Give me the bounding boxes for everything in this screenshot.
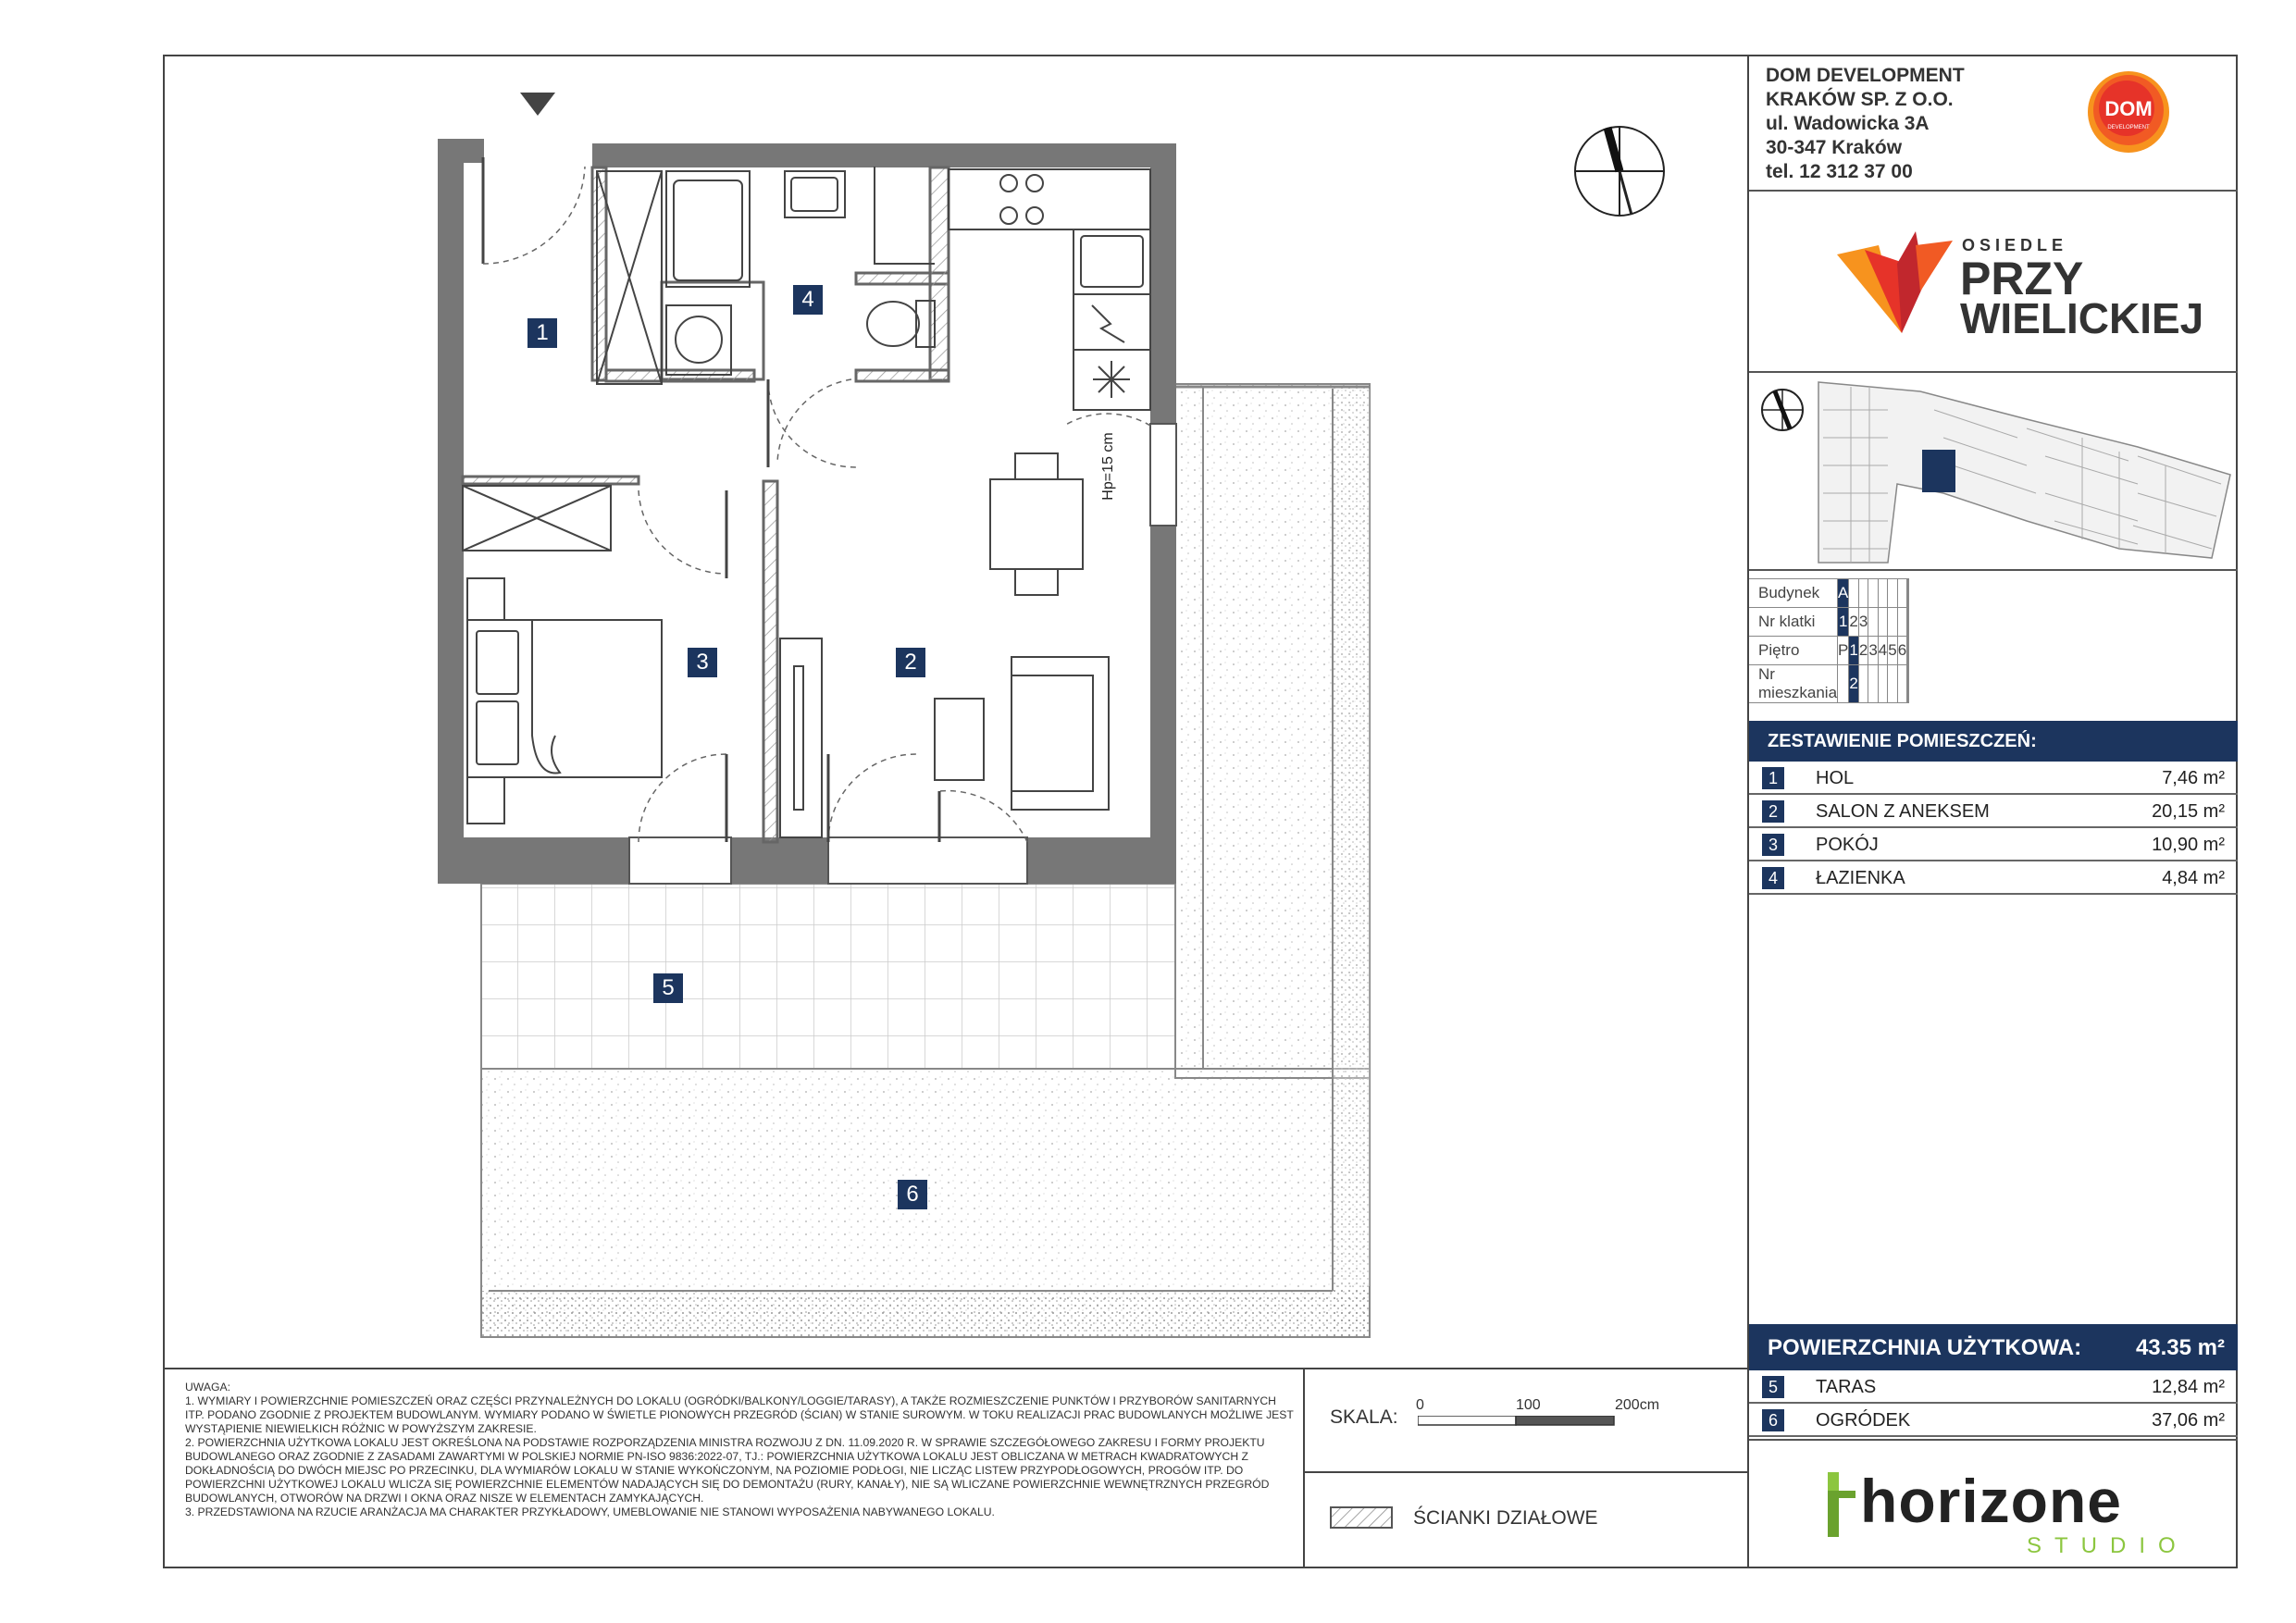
location-cell bbox=[1908, 637, 1909, 665]
company-info bbox=[1766, 64, 1965, 184]
room-row bbox=[1749, 795, 2238, 828]
estate-section bbox=[1749, 192, 2238, 373]
room-area: 12,84 m² bbox=[2152, 1377, 2225, 1397]
location-cell: 2 bbox=[1858, 637, 1868, 665]
legend-label: ŚCIANKI DZIAŁOWE bbox=[1413, 1507, 1598, 1529]
room-area: 20,15 m² bbox=[2152, 801, 2225, 822]
location-row bbox=[1749, 608, 1909, 637]
extra-row bbox=[1749, 1404, 2238, 1437]
notes-block bbox=[185, 1381, 1296, 1519]
room-number-badge: 5 bbox=[1762, 1376, 1784, 1398]
location-row-label: Piętro bbox=[1749, 637, 1838, 665]
room-row bbox=[1749, 828, 2238, 861]
location-cell bbox=[1897, 608, 1906, 637]
location-cell bbox=[1858, 665, 1868, 703]
horizone-logo-text: horizone bbox=[1860, 1467, 2122, 1535]
horizone-logo-icon bbox=[1828, 1472, 1855, 1537]
location-cell bbox=[1838, 665, 1849, 703]
location-cell bbox=[1878, 579, 1887, 608]
location-cell bbox=[1897, 665, 1906, 703]
scale-tick-200: 200cm bbox=[1615, 1397, 1660, 1413]
location-cell bbox=[1868, 579, 1878, 608]
horizone-studio-text: STUDIO bbox=[2027, 1533, 2189, 1558]
location-row bbox=[1749, 579, 1909, 608]
location-row-label: Budynek bbox=[1749, 579, 1838, 608]
location-cell: 2 bbox=[1849, 665, 1858, 703]
location-cell: 6 bbox=[1897, 637, 1906, 665]
location-cell: 1 bbox=[1849, 637, 1858, 665]
location-cell bbox=[1888, 579, 1897, 608]
scale-tick-100: 100 bbox=[1516, 1397, 1541, 1413]
room-name: SALON Z ANEKSEM bbox=[1816, 801, 1990, 822]
location-table bbox=[1749, 578, 1909, 703]
location-cell: P bbox=[1838, 637, 1849, 665]
room-name: OGRÓDEK bbox=[1816, 1410, 1911, 1431]
scale-label: SKALA: bbox=[1330, 1406, 1398, 1428]
extra-row bbox=[1749, 1370, 2238, 1404]
plan-label-1: 1 bbox=[527, 318, 557, 348]
room-area: 4,84 m² bbox=[2162, 868, 2225, 888]
location-cell: 3 bbox=[1858, 608, 1868, 637]
room-name: TARAS bbox=[1816, 1377, 1877, 1397]
location-cell bbox=[1908, 665, 1909, 703]
window-sill-height: Hp=15 cm bbox=[1100, 432, 1116, 501]
note-2: 2. POWIERZCHNIA UŻYTKOWA LOKALU JEST OKREŚLONA NA PODSTAWIE ROZPORZĄDZENIA MINISTRA ROZWOJU Z DN. 11.09.2020 R. W SPRAWIE SZCZEGÓŁOWEGO ZAKRESU I FORMY PROJEKTU BUDOWLANEGO ORAZ ZGODNIE Z ZASADAMI ZAWARTYMI W POLSKIEJ NORMIE PN-ISO 9836:2022-07, TJ.: POWIERZCHNIA UŻYTKOWA LOKALU JEST OBLICZANA W METRACH KWADRATOWYCH Z DOKŁADNOŚCIĄ DO DWÓCH MIEJSC PO PRZECINKU, DLA WYMIARÓW LOKALU W STANIE WYKOŃCZONYM, NA POZIOMIE PODŁOGI, NIE LICZĄC LISTEW PRZYPODŁOGOWYCH, PROGÓW ITP. DO POWIERZCHNI UŻYTKOWEJ LOKALU WLICZA SIĘ POWIERZCHNIE ELEMENTÓW NADAJĄCYCH SIĘ DO DEMONTAŻU (RURY, KANAŁY), NIE SĄ WLICZANE POWIERZCHNIE WEWNĘTRZNYCH PRZEGRÓD BUDOWLANYCH, OTWORÓW NA DRZWI I OKNA ORAZ NISZE W ELEMENTACH ZAMYKAJĄCYCH. bbox=[185, 1436, 1270, 1505]
location-cell bbox=[1888, 665, 1897, 703]
info-panel bbox=[1747, 55, 2238, 1568]
location-cell: 5 bbox=[1888, 637, 1897, 665]
room-number-badge: 4 bbox=[1762, 867, 1784, 889]
location-cell: 4 bbox=[1878, 637, 1887, 665]
company-phone: tel. 12 312 37 00 bbox=[1766, 161, 1913, 182]
room-number-badge: 3 bbox=[1762, 834, 1784, 856]
usable-area-bar bbox=[1749, 1324, 2238, 1370]
notes-title: UWAGA: bbox=[185, 1381, 230, 1394]
dom-development-logo bbox=[2082, 66, 2175, 158]
location-cell bbox=[1878, 665, 1887, 703]
room-name: ŁAZIENKA bbox=[1816, 868, 1905, 888]
estate-logo-icon bbox=[1832, 227, 1971, 342]
plan-label-4: 4 bbox=[793, 285, 823, 315]
room-area: 7,46 m² bbox=[2162, 768, 2225, 788]
location-cell bbox=[1888, 608, 1897, 637]
location-cell bbox=[1897, 579, 1906, 608]
note-3: 3. PRZEDSTAWIONA NA RZUCIE ARANŻACJA MA CHARAKTER PRZYKŁADOWY, UMEBLOWANIE NIE STANOWI WYPOSAŻENIA NABYWANEGO LOKALU. bbox=[185, 1505, 995, 1518]
location-row-label: Nr klatki bbox=[1749, 608, 1838, 637]
company-name: DOM DEVELOPMENT bbox=[1766, 65, 1965, 86]
location-cell bbox=[1908, 579, 1909, 608]
logo-text-dom: DOM bbox=[2104, 97, 2153, 120]
company-city: 30-347 Kraków bbox=[1766, 137, 1903, 158]
company-name-2: KRAKÓW SP. Z O.O. bbox=[1766, 89, 1954, 110]
location-row bbox=[1749, 637, 1909, 665]
scale-tick-0: 0 bbox=[1416, 1397, 1424, 1413]
room-name: HOL bbox=[1816, 768, 1855, 788]
plan-label-5: 5 bbox=[653, 973, 683, 1003]
location-cell: 2 bbox=[1849, 608, 1858, 637]
usable-area-value: 43.35 m² bbox=[2135, 1335, 2225, 1360]
location-cell bbox=[1849, 579, 1858, 608]
room-row bbox=[1749, 762, 2238, 795]
scale-bar bbox=[1418, 1416, 1621, 1427]
estate-name-2: PRZY bbox=[1960, 253, 2084, 304]
partition-wall-legend-icon bbox=[1330, 1506, 1395, 1530]
estate-name-3: WIELICKIEJ bbox=[1960, 294, 2204, 342]
location-cell bbox=[1868, 665, 1878, 703]
site-plan-section bbox=[1749, 373, 2238, 571]
room-row bbox=[1749, 861, 2238, 895]
company-section bbox=[1749, 55, 2238, 192]
note-1: 1. WYMIARY I POWIERZCHNIE POMIESZCZEŃ ORAZ CZĘŚCI PRZYNALEŻNYCH DO LOKALU (OGRÓDKI/BALKONY/LOGGIE/TARASY), A TAKŻE ROZMIESZCZENIE PUNKTÓW I PRZYBORÓW SANITARNYCH ITP. PODANO ZGODNIE Z PROJEKTEM BUDOWLANYM. WYMIARY PODANO W ŚWIETLE PIONOWYCH PRZEGRÓD (ŚCIAN) W STANIE SUROWYM. W TOKU REALIZACJI PRAC BUDOWLANYCH MOŻLIWE JEST WYSTĄPIENIE NIEWIELKICH RÓŻNIC W POWYŻSZYM ZAKRESIE. bbox=[185, 1394, 1294, 1435]
site-plan-map bbox=[1749, 373, 2238, 569]
location-cell: 1 bbox=[1838, 608, 1849, 637]
location-row-label: Nr mieszkania bbox=[1749, 665, 1838, 703]
room-number-badge: 2 bbox=[1762, 800, 1784, 823]
location-cell: 3 bbox=[1868, 637, 1878, 665]
room-number-badge: 1 bbox=[1762, 767, 1784, 789]
estate-name-1: OSIEDLE bbox=[1962, 236, 2068, 254]
plan-label-6: 6 bbox=[898, 1180, 927, 1209]
location-row bbox=[1749, 665, 1909, 703]
rooms-header: ZESTAWIENIE POMIESZCZEŃ: bbox=[1749, 721, 2238, 762]
room-area: 10,90 m² bbox=[2152, 835, 2225, 855]
location-cell bbox=[1908, 608, 1909, 637]
location-cell bbox=[1858, 579, 1868, 608]
usable-area-label: POWIERZCHNIA UŻYTKOWA: bbox=[1768, 1335, 2082, 1360]
company-street: ul. Wadowicka 3A bbox=[1766, 113, 1930, 134]
room-number-badge: 6 bbox=[1762, 1409, 1784, 1431]
location-cell: A bbox=[1838, 579, 1849, 608]
room-name: POKÓJ bbox=[1816, 835, 1879, 855]
location-cell bbox=[1878, 608, 1887, 637]
room-area: 37,06 m² bbox=[2152, 1410, 2225, 1431]
location-cell bbox=[1868, 608, 1878, 637]
logo-text-development: DEVELOPMENT bbox=[2107, 125, 2150, 130]
plan-label-3: 3 bbox=[688, 648, 717, 677]
plan-label-2: 2 bbox=[896, 648, 925, 677]
